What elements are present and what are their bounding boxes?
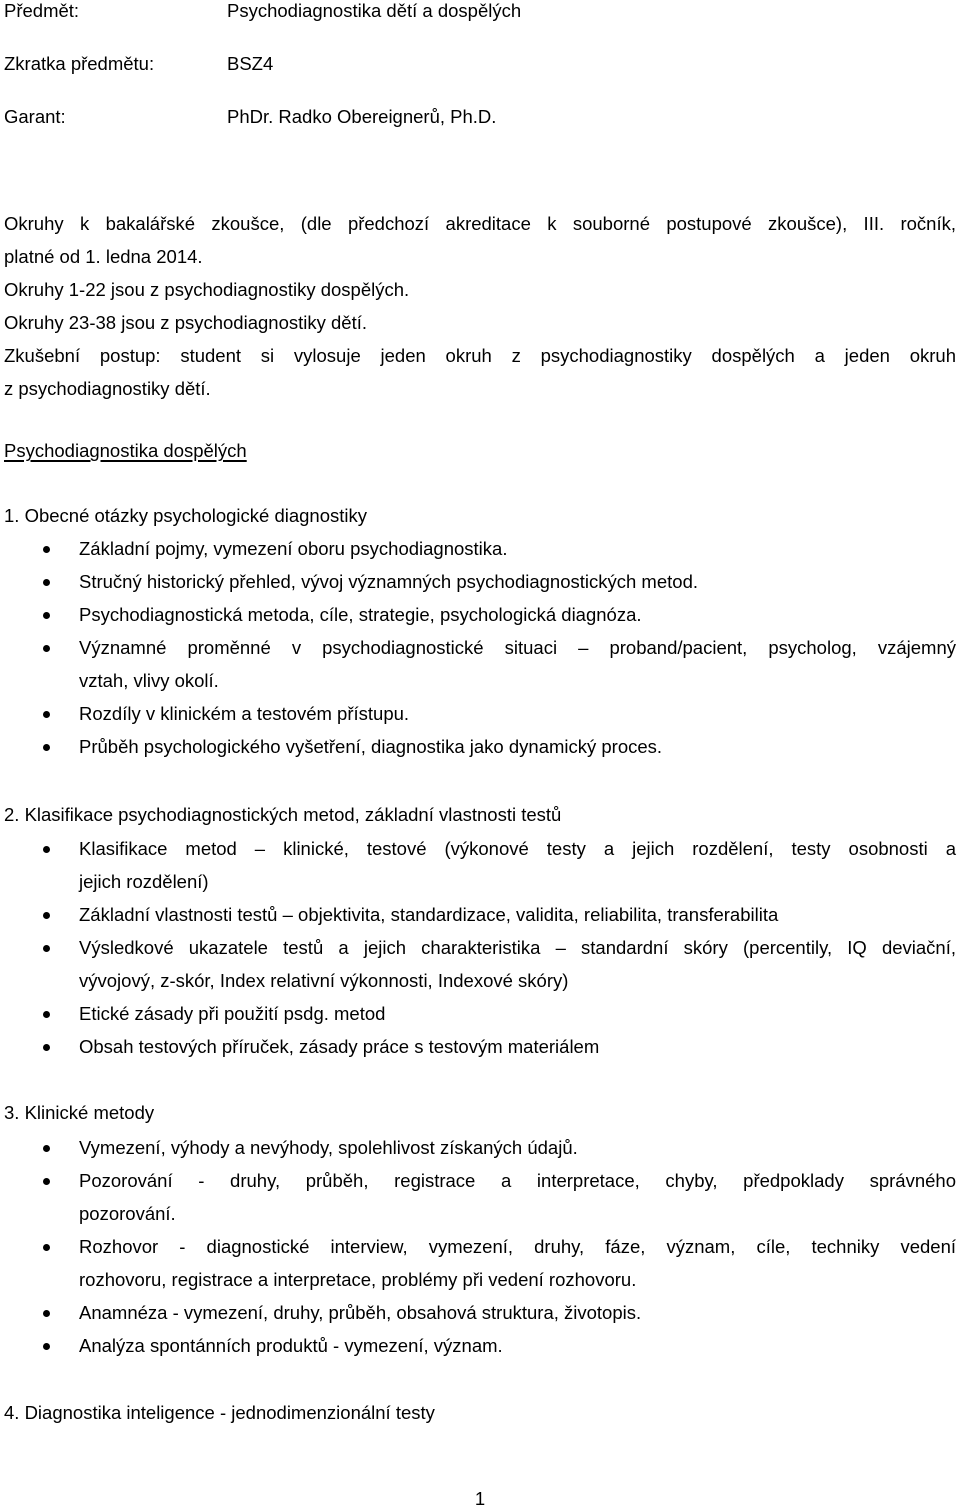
item-text: Klasifikace metod – klinické, testové (výkonové testy a jejich rozdělení, testy osobnosti a [79,838,956,859]
list-item [0,997,956,1030]
bullet-list [0,532,956,763]
bullet-icon [43,945,50,952]
item-text: Významné proměnné v psychodiagnostické situaci – proband/pacient, psycholog, vzájemný [79,637,956,658]
section-heading: Psychodiagnostika dospělých [4,440,247,461]
list-item [0,730,956,763]
list-item [0,1296,956,1329]
section-title: 3. Klinické metody [4,1102,155,1123]
bullet-icon [43,645,50,652]
section-title: 1. Obecné otázky psychologické diagnostiky [4,505,368,526]
bullet-list [0,832,956,1063]
bullet-icon [43,612,50,619]
bullet-icon [43,1310,50,1317]
bullet-icon [43,711,50,718]
bullet-icon [43,1178,50,1185]
bullet-icon [43,1044,50,1051]
item-text: Etické zásady při použití psdg. metod [79,1003,386,1024]
intro-line: Okruhy 1-22 jsou z psychodiagnostiky dospělých. [4,279,410,300]
item-text: jejich rozdělení) [79,871,209,892]
item-text: Výsledkové ukazatele testů a jejich charakteristika – standardní skóry (percentily, IQ deviační, [79,937,956,958]
page-number: 1 [474,1488,486,1509]
subject-value: Psychodiagnostika dětí a dospělých [227,0,522,21]
guarantor-value: PhDr. Radko Obereignerů, Ph.D. [227,106,497,127]
item-text: Analýza spontánních produktů - vymezení, význam. [79,1335,503,1356]
intro-line: platné od 1. ledna 2014. [4,246,203,267]
item-text: Vymezení, výhody a nevýhody, spolehlivost získaných údajů. [79,1137,578,1158]
item-text: vztah, vlivy okolí. [79,670,219,691]
bullet-icon [43,546,50,553]
bullet-icon [43,1011,50,1018]
list-item [0,1329,956,1362]
item-text: Obsah testových příruček, zásady práce s testovým materiálem [79,1036,600,1057]
guarantor-label: Garant: [4,106,66,127]
list-item [0,898,956,931]
bullet-icon [43,912,50,919]
item-text: Rozhovor - diagnostické interview, vymezení, druhy, fáze, význam, cíle, techniky vedení [79,1236,956,1257]
item-text: Základní vlastnosti testů – objektivita, standardizace, validita, reliabilita, transferabilita [79,904,779,925]
intro-line: z psychodiagnostiky dětí. [4,378,211,399]
item-text: Stručný historický přehled, vývoj významných psychodiagnostických metod. [79,571,698,592]
list-item [0,1030,956,1063]
item-text: Základní pojmy, vymezení oboru psychodiagnostika. [79,538,508,559]
item-text: Pozorování - druhy, průběh, registrace a interpretace, chyby, předpoklady správného [79,1170,956,1191]
intro-line: Zkušební postup: student si vylosuje jeden okruh z psychodiagnostiky dospělých a jeden okruh [4,345,956,366]
item-text: Průběh psychologického vyšetření, diagnostika jako dynamický proces. [79,736,663,757]
intro-line: Okruhy 23-38 jsou z psychodiagnostiky dětí. [4,312,367,333]
item-text: Anamnéza - vymezení, druhy, průběh, obsahová struktura, životopis. [79,1302,642,1323]
abbreviation-label: Zkratka předmětu: [4,53,155,74]
list-item [0,931,956,997]
item-text: Psychodiagnostická metoda, cíle, strategie, psychologická diagnóza. [79,604,642,625]
bullet-list [0,1131,956,1362]
list-item [0,598,956,631]
item-text: pozorování. [79,1203,176,1224]
item-text: rozhovoru, registrace a interpretace, problémy při vedení rozhovoru. [79,1269,637,1290]
intro-paragraph [4,207,956,405]
list-item [0,631,956,697]
list-item [0,532,956,565]
list-item [0,832,956,898]
list-item [0,697,956,730]
list-item [0,1131,956,1164]
bullet-icon [43,1244,50,1251]
list-item [0,1164,956,1230]
list-item [0,565,956,598]
bullet-icon [43,846,50,853]
subject-label: Předmět: [4,0,80,21]
bullet-icon [43,1145,50,1152]
item-text: Rozdíly v klinickém a testovém přístupu. [79,703,410,724]
list-item [0,1230,956,1296]
section-title: 4. Diagnostika inteligence - jednodimenzionální testy [4,1402,435,1423]
abbreviation-value: BSZ4 [227,53,274,74]
bullet-icon [43,579,50,586]
bullet-icon [43,744,50,751]
bullet-icon [43,1343,50,1350]
item-text: vývojový, z-skór, Index relativní výkonnosti, Indexové skóry) [79,970,569,991]
intro-line: Okruhy k bakalářské zkoušce, (dle předchozí akreditace k souborné postupové zkoušce), III. ročník, [4,213,956,234]
section-title: 2. Klasifikace psychodiagnostických metod, základní vlastnosti testů [4,804,562,825]
